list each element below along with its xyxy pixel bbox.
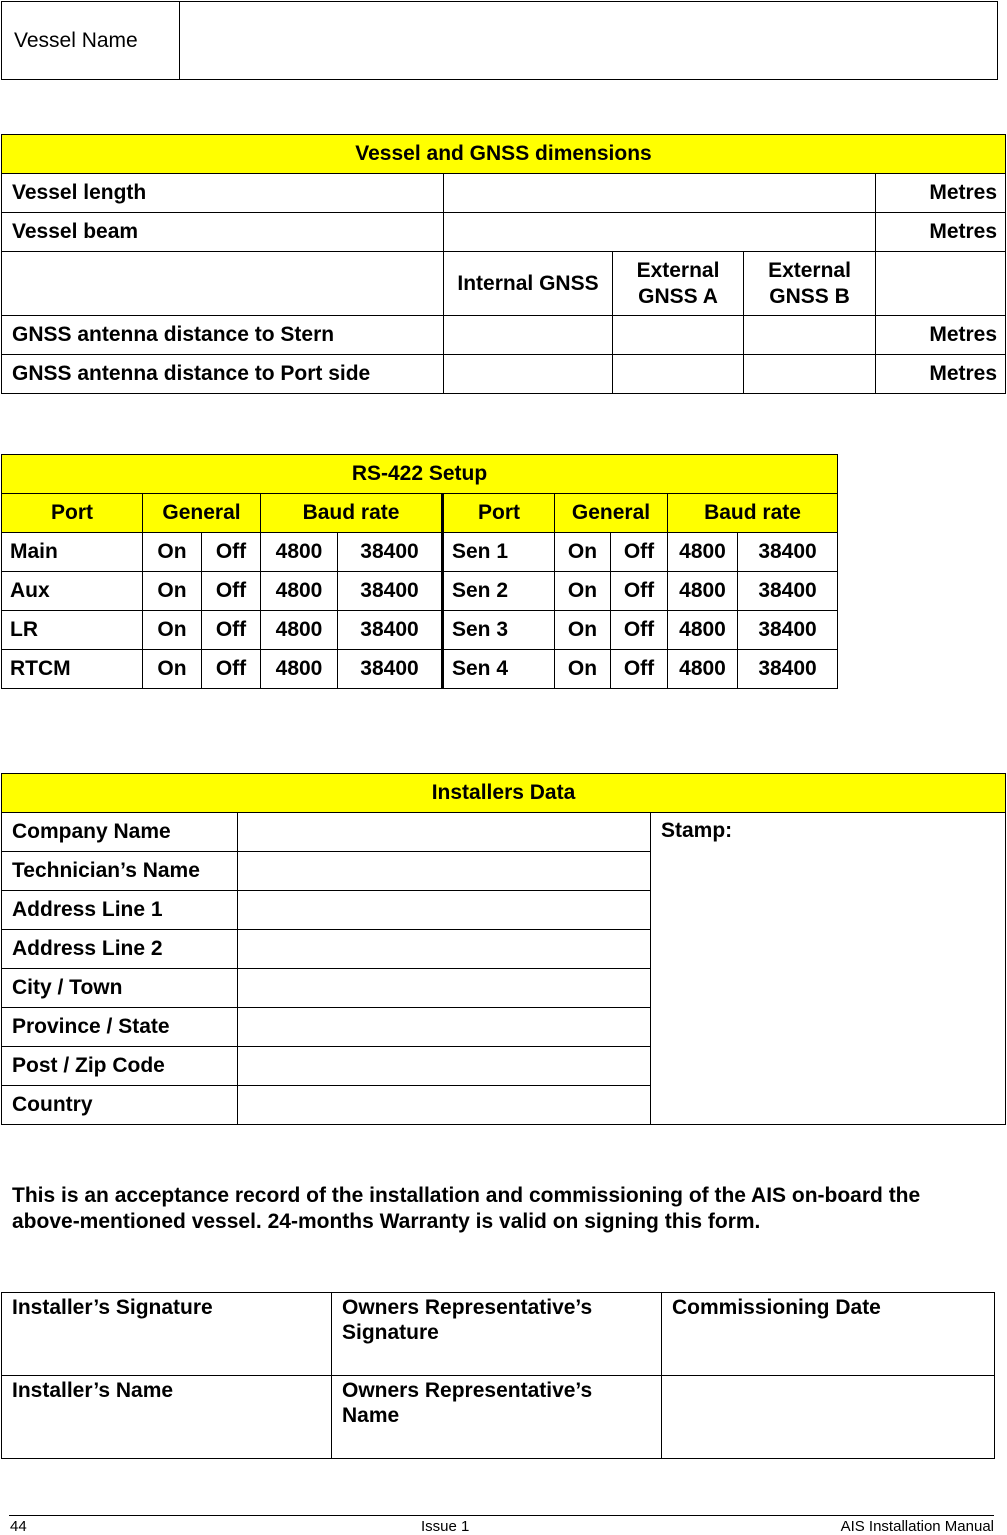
port-header: Port bbox=[2, 494, 143, 533]
stern-internal-field[interactable] bbox=[444, 316, 613, 355]
baud-38400-option[interactable]: 38400 bbox=[738, 611, 838, 650]
baud-4800-option[interactable]: 4800 bbox=[261, 572, 338, 611]
port-name: Sen 1 bbox=[443, 533, 555, 572]
installers-table bbox=[1, 773, 1006, 1125]
on-option[interactable]: On bbox=[555, 572, 611, 611]
on-option[interactable]: On bbox=[555, 611, 611, 650]
rs422-title: RS-422 Setup bbox=[2, 455, 838, 494]
port-name: RTCM bbox=[2, 650, 143, 689]
manual-title: AIS Installation Manual bbox=[840, 1518, 994, 1535]
stern-external-b-field[interactable] bbox=[744, 316, 876, 355]
baud-4800-option[interactable]: 4800 bbox=[668, 650, 738, 689]
address-line-2-field[interactable] bbox=[238, 930, 651, 969]
port-name: LR bbox=[2, 611, 143, 650]
off-option[interactable]: Off bbox=[202, 611, 261, 650]
page-number: 44 bbox=[10, 1518, 27, 1535]
stern-unit: Metres bbox=[876, 316, 1006, 355]
off-option[interactable]: Off bbox=[611, 533, 668, 572]
internal-gnss-header: Internal GNSS bbox=[444, 252, 613, 316]
baud-38400-option[interactable]: 38400 bbox=[338, 650, 443, 689]
baud-rate-header: Baud rate bbox=[261, 494, 443, 533]
general-header: General bbox=[143, 494, 261, 533]
vessel-beam-field[interactable] bbox=[444, 213, 876, 252]
country-label: Country bbox=[2, 1086, 238, 1125]
port-name: Main bbox=[2, 533, 143, 572]
on-option[interactable]: On bbox=[143, 650, 202, 689]
port-header: Port bbox=[443, 494, 555, 533]
external-gnss-a-header: External GNSS A bbox=[613, 252, 744, 316]
footer-divider bbox=[9, 1515, 994, 1516]
port-external-a-field[interactable] bbox=[613, 355, 744, 394]
installers-title: Installers Data bbox=[2, 774, 1006, 813]
port-name: Sen 2 bbox=[443, 572, 555, 611]
province-state-field[interactable] bbox=[238, 1008, 651, 1047]
post-zip-code-field[interactable] bbox=[238, 1047, 651, 1086]
issue-label: Issue 1 bbox=[421, 1518, 470, 1535]
on-option[interactable]: On bbox=[143, 533, 202, 572]
vessel-name-field[interactable] bbox=[180, 2, 998, 80]
general-header: General bbox=[555, 494, 668, 533]
address-line-1-field[interactable] bbox=[238, 891, 651, 930]
vessel-length-field[interactable] bbox=[444, 174, 876, 213]
on-option[interactable]: On bbox=[555, 533, 611, 572]
stern-distance-label: GNSS antenna distance to Stern bbox=[2, 316, 444, 355]
port-external-b-field[interactable] bbox=[744, 355, 876, 394]
baud-rate-header: Baud rate bbox=[668, 494, 838, 533]
vessel-name-table bbox=[1, 1, 998, 80]
installer-signature-field[interactable]: Installer’s Signature bbox=[2, 1293, 332, 1376]
rs422-row bbox=[2, 611, 838, 650]
on-option[interactable]: On bbox=[143, 611, 202, 650]
baud-4800-option[interactable]: 4800 bbox=[261, 650, 338, 689]
post-zip-code-label: Post / Zip Code bbox=[2, 1047, 238, 1086]
country-field[interactable] bbox=[238, 1086, 651, 1125]
rs422-row bbox=[2, 650, 838, 689]
city-town-field[interactable] bbox=[238, 969, 651, 1008]
address-line-1-label: Address Line 1 bbox=[2, 891, 238, 930]
vessel-length-unit: Metres bbox=[876, 174, 1006, 213]
owner-signature-field[interactable]: Owners Representative’s Signature bbox=[332, 1293, 662, 1376]
commissioning-date-field[interactable]: Commissioning Date bbox=[662, 1293, 995, 1376]
off-option[interactable]: Off bbox=[611, 611, 668, 650]
baud-4800-option[interactable]: 4800 bbox=[668, 572, 738, 611]
stern-external-a-field[interactable] bbox=[613, 316, 744, 355]
province-state-label: Province / State bbox=[2, 1008, 238, 1047]
off-option[interactable]: Off bbox=[202, 572, 261, 611]
vessel-beam-unit: Metres bbox=[876, 213, 1006, 252]
vessel-beam-label: Vessel beam bbox=[2, 213, 444, 252]
baud-38400-option[interactable]: 38400 bbox=[338, 572, 443, 611]
port-internal-field[interactable] bbox=[444, 355, 613, 394]
blank-header-cell bbox=[876, 252, 1006, 316]
baud-38400-option[interactable]: 38400 bbox=[738, 650, 838, 689]
vessel-name-label: Vessel Name bbox=[2, 2, 180, 80]
baud-38400-option[interactable]: 38400 bbox=[738, 533, 838, 572]
acceptance-statement: This is an acceptance record of the installation and commissioning of the AIS on-board the above-mentioned vessel. 24-months Warranty is valid on signing this form. bbox=[12, 1184, 921, 1233]
baud-4800-option[interactable]: 4800 bbox=[668, 533, 738, 572]
baud-4800-option[interactable]: 4800 bbox=[668, 611, 738, 650]
off-option[interactable]: Off bbox=[202, 650, 261, 689]
off-option[interactable]: Off bbox=[611, 650, 668, 689]
on-option[interactable]: On bbox=[555, 650, 611, 689]
rs422-row bbox=[2, 572, 838, 611]
dimensions-table bbox=[1, 134, 1006, 394]
on-option[interactable]: On bbox=[143, 572, 202, 611]
company-name-label: Company Name bbox=[2, 813, 238, 852]
baud-4800-option[interactable]: 4800 bbox=[261, 611, 338, 650]
city-town-label: City / Town bbox=[2, 969, 238, 1008]
dimensions-title: Vessel and GNSS dimensions bbox=[2, 135, 1006, 174]
baud-38400-option[interactable]: 38400 bbox=[338, 533, 443, 572]
port-name: Sen 4 bbox=[443, 650, 555, 689]
technician-name-label: Technician’s Name bbox=[2, 852, 238, 891]
baud-38400-option[interactable]: 38400 bbox=[338, 611, 443, 650]
port-name: Aux bbox=[2, 572, 143, 611]
address-line-2-label: Address Line 2 bbox=[2, 930, 238, 969]
off-option[interactable]: Off bbox=[202, 533, 261, 572]
port-side-unit: Metres bbox=[876, 355, 1006, 394]
baud-4800-option[interactable]: 4800 bbox=[261, 533, 338, 572]
stamp-area: Stamp: bbox=[651, 813, 1006, 1125]
rs422-table bbox=[1, 454, 838, 689]
blank-header-cell bbox=[2, 252, 444, 316]
owner-name-field[interactable]: Owners Representative’s Name bbox=[332, 1376, 662, 1459]
port-name: Sen 3 bbox=[443, 611, 555, 650]
off-option[interactable]: Off bbox=[611, 572, 668, 611]
technician-name-field[interactable] bbox=[238, 852, 651, 891]
baud-38400-option[interactable]: 38400 bbox=[738, 572, 838, 611]
installer-name-field[interactable]: Installer’s Name bbox=[2, 1376, 332, 1459]
company-name-field[interactable] bbox=[238, 813, 651, 852]
blank-signature-cell[interactable] bbox=[662, 1376, 995, 1459]
rs422-row bbox=[2, 533, 838, 572]
port-side-distance-label: GNSS antenna distance to Port side bbox=[2, 355, 444, 394]
external-gnss-b-header: External GNSS B bbox=[744, 252, 876, 316]
vessel-length-label: Vessel length bbox=[2, 174, 444, 213]
signatures-table bbox=[1, 1292, 995, 1459]
